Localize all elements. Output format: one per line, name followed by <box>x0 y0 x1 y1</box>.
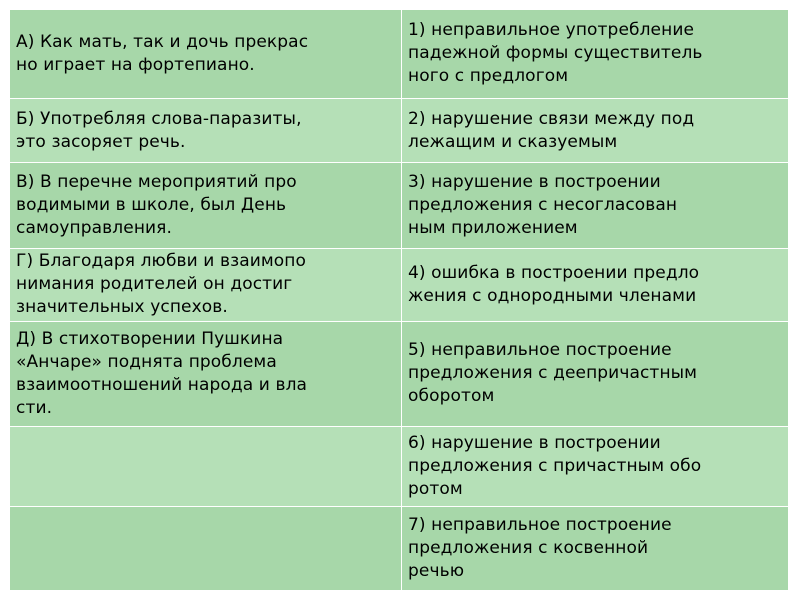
sentence-cell-g <box>10 249 402 322</box>
cell-text-line: взаимоотношений народа и вла <box>16 374 308 395</box>
cell-text-line: падежной формы существитель <box>408 43 703 64</box>
error-type-cell-6 <box>402 426 789 507</box>
error-type-cell-7 <box>402 507 789 591</box>
sentence-cell-v <box>10 163 402 249</box>
table-row <box>10 249 789 322</box>
cell-text-line: значительных успехов. <box>16 297 228 318</box>
cell-text-line: 4) ошибка в построении предло <box>408 262 700 283</box>
cell-text-line: 6) нарушение в построении <box>408 432 661 453</box>
error-type-cell-4 <box>402 249 789 322</box>
cell-text-line: Д) В стихотворении Пушкина <box>16 328 284 349</box>
matching-table <box>9 9 789 591</box>
cell-text-line: предложения с причастным обо <box>408 455 702 476</box>
error-type-cell-5 <box>402 321 789 426</box>
cell-text-line: ным приложением <box>408 218 578 239</box>
cell-text-line: «Анчаре» поднята проблема <box>16 351 277 372</box>
cell-text-line: 1) неправильное употребление <box>408 20 695 41</box>
cell-text-line: лежащим и сказуемым <box>408 131 618 152</box>
cell-text-line: ного с предлогом <box>408 66 569 87</box>
table-row <box>10 426 789 507</box>
sentence-cell-a <box>10 10 402 99</box>
sentence-cell-d <box>10 321 402 426</box>
empty-cell <box>10 507 402 591</box>
table-row <box>10 507 789 591</box>
cell-text-line: сти. <box>16 397 53 418</box>
cell-text-line: нимания родителей он достиг <box>16 274 293 295</box>
table-row <box>10 163 789 249</box>
cell-text-line: Б) Употребляя слова-паразиты, <box>16 108 302 129</box>
empty-cell <box>10 426 402 507</box>
table-row <box>10 98 789 163</box>
error-type-cell-1 <box>402 10 789 99</box>
cell-text-line: 7) неправильное построение <box>408 515 672 536</box>
cell-text-line: В) В перечне мероприятий про <box>16 172 297 193</box>
cell-text-line: это засоряет речь. <box>16 131 186 152</box>
cell-text-line: самоуправления. <box>16 218 173 239</box>
cell-text-line: предложения с несогласован <box>408 195 678 216</box>
cell-text-line: 3) нарушение в построении <box>408 172 661 193</box>
cell-text-line: 2) нарушение связи между под <box>408 108 695 129</box>
table-row <box>10 10 789 99</box>
cell-text-line: оборотом <box>408 386 495 407</box>
cell-text-line: жения с однородными членами <box>408 285 697 306</box>
error-type-cell-3 <box>402 163 789 249</box>
cell-text-line: предложения с косвенной <box>408 538 649 559</box>
error-type-cell-2 <box>402 98 789 163</box>
sentence-cell-b <box>10 98 402 163</box>
cell-text-line: предложения с деепричастным <box>408 363 698 384</box>
cell-text-line: 5) неправильное построение <box>408 340 672 361</box>
cell-text-line: ротом <box>408 478 463 499</box>
cell-text-line: Г) Благодаря любви и взаимопо <box>16 251 307 272</box>
table-row <box>10 321 789 426</box>
cell-text-line: А) Как мать, так и дочь прекрас <box>16 31 309 52</box>
cell-text-line: водимыми в школе, был День <box>16 195 287 216</box>
cell-text-line: речью <box>408 561 465 582</box>
cell-text-line: но играет на фортепиано. <box>16 54 255 75</box>
